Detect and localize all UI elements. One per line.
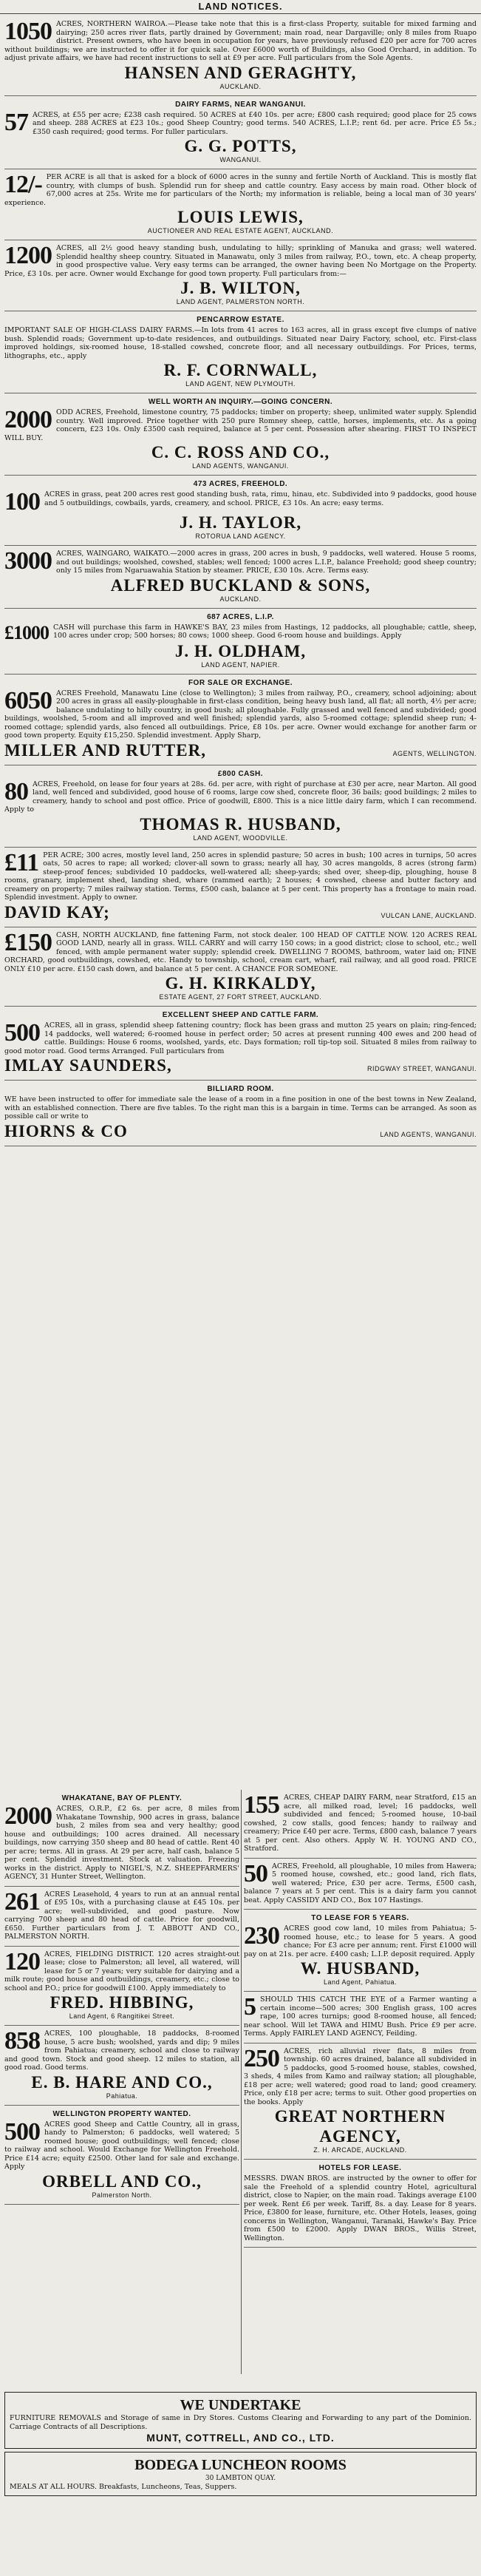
ad-body-text: ACRES, NORTHERN WAIROA.—Please take note that this is a first-class Property, suitable for mixed farming and dairying; 250 acres river flats, partly drained by Government; main road, near Dargaville; only 8 miles from Ruapo district. Present owners, who have been in occupation for years, have previously refused £20 per acre for 700 acres without buildings; we are instructed to offer it for quick sale. Over £6000 worth of Buildings, also Good Orchard, in addition. To adjust private affairs, we have had recent instructions to sell at £9 per acre. Full particulars from the Sole Agents. xyxy=(4,20,477,62)
advertisement xyxy=(4,476,477,546)
ad-body-text: ACRES, Freehold, on lease for four years at 28s. 6d. per acre, with right of purchase at £30 per acre, near Marton. All good land, well fenced and subdivided, good house of 6 rooms, large cow shed, concrete floor, 36 bails; good buildings; 2 miles to creamery, handy to school and post office. Price of goodwill, £800. This is a nice little dairy farm, which I can recommend. Apply to xyxy=(4,780,477,814)
ad-lead-figure: 100 xyxy=(4,488,40,515)
ad-body-text: CASH, NORTH AUCKLAND, fine fattening Farm, not stock dealer. 100 HEAD OF CATTLE NOW. 120 ACRES REAL GOOD LAND, nearly all in grass. WILL CARRY and will carry 150 cows; in a good district; close to school, etc.; well fenced, with ample permanent water supply; splendid creek. DWELLING 7 ROOMS, bathroom, water laid on; FINE ORCHARD, good outbuildings, cowshed, etc. Handy to township, school, cream cart, wharf, rail railway, and all good road. PRICE ONLY £10 per acre. £150 cash down, and balance at 5 per cent. A CHANCE FOR SOMEONE. xyxy=(4,930,477,973)
advertiser-name: HIORNS & CO xyxy=(4,1121,128,1140)
advertisement xyxy=(244,1859,477,1910)
ad-body-text: ACRES, Freehold, all ploughable, 10 miles from Hawera; 5 roomed house, cowshed, etc.; good land, rich flats, well watered; Price, £30 per acre. Terms, £500 cash, balance 7 years at 5 per cent. This is a dairy farm you cannot beat. Apply CASSIDY AND CO., Box 107 Hastings. xyxy=(244,1862,477,1904)
advertisement xyxy=(4,240,477,311)
ad-body-text: ACRES, CHEAP DAIRY FARM, near Stratford, £15 an acre, all milked road, level; 16 paddocks, well subdivided and fenced; 5-roomed house, 10-bail cowshed, 2 cow stalls, good fences; handy to railway and creamery; Price £40 per acre. Terms, £800 cash, balance 7 years at 5 per cent. Also others. Apply W. H. YOUNG AND CO., Stratford. xyxy=(244,1794,477,1853)
advertiser-name: ALFRED BUCKLAND & SONS, xyxy=(110,575,371,595)
ad-lead-figure: 261 xyxy=(4,1887,40,1916)
ad-lead-figure: 5 xyxy=(244,1993,256,2021)
advertiser-address: RIDGWAY STREET, WANGANUI. xyxy=(366,1065,477,1072)
ad-heading: BILLIARD ROOM. xyxy=(207,1085,274,1093)
advertiser-name: HANSEN AND GERAGHTY, xyxy=(124,63,357,82)
ad-heading: WHAKATANE, BAY OF PLENTY. xyxy=(61,1794,182,1802)
advertiser-address: LAND AGENT, WOODVILLE. xyxy=(193,834,288,842)
advertiser-name: J. H. TAYLOR, xyxy=(179,513,302,532)
advertiser-address: AUCTIONEER AND REAL ESTATE AGENT, AUCKLAND. xyxy=(147,227,334,234)
ad-lead-figure: £1000 xyxy=(4,621,49,643)
advertiser-address: Palmerston North. xyxy=(92,2191,152,2199)
ad-body-text: ACRES, all 2½ good heavy standing bush, undulating to hilly; sprinkling of Manuka and grass; well watered. Splendid healthy sheep country. Situated in Manawatu, only 3 miles from railway, P.O., town, etc. A cheap property, in good prospective value. Very easy terms can be arranged, the owner having been No Mortgage on the Property. Price, £3 10s. per acre. Owner would Exchange for good town property. Full particulars from:— xyxy=(4,244,477,278)
ad-lead-figure: 858 xyxy=(4,2027,40,2055)
ad-body-text: ACRES, all in grass, splendid sheep fattening country; flock has been grass and mutton 25 years on plain; ring-fenced; 14 paddocks, well watered; 6-roomed house in perfect order; 50 acres at present running 400 ewes and 200 head of cattle. Buildings: House 6 rooms, woolshed, yards, etc. Days formation; roll tip-top soil. Situated 8 miles from railway to good motor road. Good terms Arranged. Full particulars from xyxy=(4,1021,477,1055)
ad-lead-figure: 6050 xyxy=(4,686,52,714)
advertisement xyxy=(4,848,477,927)
advertisement xyxy=(4,1081,477,1146)
advertisement xyxy=(4,311,477,393)
advertiser-name: GREAT NORTHERN AGENCY, xyxy=(274,2107,446,2146)
ad-heading: HOTELS FOR LEASE. xyxy=(318,2164,402,2172)
advertisement xyxy=(4,2026,239,2106)
ad-lead-figure: 3000 xyxy=(4,547,52,575)
ad-lead-figure: 80 xyxy=(4,777,28,805)
advertiser-address: VULCAN LANE, AUCKLAND. xyxy=(381,911,477,919)
ad-heading: PENCARROW ESTATE. xyxy=(197,316,284,324)
ad-body-text: FURNITURE REMOVALS and Storage of same in Dry Stores. Customs Clearing and Forwarding to any part of the Dominion. Carriage Contracts of all Descriptions. xyxy=(10,2414,471,2431)
ad-headline: WE UNDERTAKE xyxy=(180,2397,301,2413)
advertisement xyxy=(4,2452,477,2496)
advertiser-address: AUCKLAND. xyxy=(219,595,262,603)
advertiser-name: J. B. WILTON, xyxy=(180,279,301,297)
advertiser-name: R. F. CORNWALL, xyxy=(163,361,318,379)
ad-heading: 687 ACRES, L.I.P. xyxy=(207,612,274,621)
ad-body-text: ACRES, FIELDING DISTRICT. 120 acres straight-out lease; close to Palmerston; all level, all watered, will lease for 5 or 7 years; very suitable for dairying and a milk route; good house and outbuildings, creamery, etc.; close to school and P.O.; price for goodwill £100. Apply immediately to xyxy=(4,1950,239,1992)
advertiser-address: ROTORUA LAND AGENCY. xyxy=(195,533,286,540)
ad-body-text: ACRES, WAINGARO, WAIKATO.—2000 acres in grass, 200 acres in bush, 9 paddocks, well watered. House 5 rooms, and out buildings; woolshed, cowshed, stables; well fenced; 1000 acres L.I.P., balance Freehold; good sheep country; only 15 miles from Ngaruawahia Station by steamer. PRICE, £30 10s. Acre. Terms easy. xyxy=(56,550,477,575)
ad-heading: TO LEASE FOR 5 YEARS. xyxy=(311,1914,409,1922)
ad-body-text: ACRES good Sheep and Cattle Country, all in grass, handy to Palmerston; 6 paddocks, well watered; 5 roomed house; good outbuildings; well fenced; close to railway and school. Would Exchange for Wellington Freehold. Price £14 acre; equity £2500. Other land for sale and exchange. Apply xyxy=(4,2120,239,2171)
advertiser-name: THOMAS R. HUSBAND, xyxy=(140,814,341,834)
advertisement xyxy=(4,16,477,96)
advertiser-name: G. H. KIRKALDY, xyxy=(165,974,316,993)
advertiser-address: WANGANUI. xyxy=(219,156,262,163)
advertiser-address: ESTATE AGENT, 27 FORT STREET, AUCKLAND. xyxy=(159,993,322,1001)
advertisement xyxy=(4,675,477,765)
advertisement xyxy=(244,1790,477,1859)
ad-heading: FOR SALE OR EXCHANGE. xyxy=(188,678,293,687)
advertiser-address: LAND AGENTS, WANGANUI. xyxy=(192,462,289,470)
ad-body-text: ACRES, at £55 per acre; £238 cash required. 50 ACRES at £40 10s. per acre; £800 cash required; good place for 25 cows and sheep. 288 ACRES at £23 10s.; good Sheep Country; good terms. 540 ACRES, L.I.P.; rent 6d. per acre. Price £5 5s.; £350 cash required; good terms. For fuller particulars. xyxy=(33,110,477,136)
advertiser-address: Pahiatua. xyxy=(106,2092,138,2100)
advertiser-address: LAND AGENT, NAPIER. xyxy=(201,660,280,669)
ad-lead-figure: 57 xyxy=(4,108,28,136)
ad-lead-figure: 230 xyxy=(244,1922,279,1950)
advertiser-name: FRED. HIBBING, xyxy=(50,1993,194,2012)
advertiser-name: LOUIS LEWIS, xyxy=(177,208,304,226)
advertiser-address: AUCKLAND. xyxy=(219,82,262,90)
ad-heading: £800 CASH. xyxy=(217,769,264,778)
ad-body-text: WE have been instructed to offer for immediate sale the lease of a room in a fine position in one of the best towns in New Zealand, with an established connection. There are five tables. To the right man this is a bargain in time. Terms can be arranged. As soon as possible call or write to xyxy=(4,1095,477,1120)
ad-lead-figure: 12/- xyxy=(4,171,42,198)
ad-lead-figure: £11 xyxy=(4,848,39,876)
advertiser-row xyxy=(4,1121,477,1141)
advertisement xyxy=(4,765,477,848)
advertiser-name: IMLAY SAUNDERS, xyxy=(4,1056,172,1075)
advertiser-address: Land Agent, Pahiatua. xyxy=(323,1978,398,1986)
advertisement xyxy=(244,2043,477,2160)
advertiser-address: AGENTS, WELLINGTON. xyxy=(392,749,477,757)
advertiser-name: W. HUSBAND, xyxy=(300,1959,420,1978)
advertiser-address: LAND AGENTS, WANGANUI. xyxy=(380,1130,477,1138)
advertisement xyxy=(4,2392,477,2449)
advertiser-address: MUNT, COTTRELL, AND CO., LTD. xyxy=(146,2432,335,2444)
column-divider xyxy=(241,1790,242,2374)
advertisement xyxy=(4,96,477,170)
advertisement xyxy=(4,2106,239,2205)
ad-heading: DAIRY FARMS, NEAR WANGANUI. xyxy=(175,100,306,109)
ad-lead-figure: 500 xyxy=(4,1019,40,1047)
advertisement xyxy=(4,1887,239,1947)
ad-body-text: ACRES good cow land, 10 miles from Pahiatua; 5-roomed house, etc.; to lease for 5 years. A good chance; For £3 acre per annum; rent. First £1000 will pay on at 21s. per acre. £400 cash; L.I.P. deposit required. Apply xyxy=(244,1924,477,1958)
ad-lead-figure: 1200 xyxy=(4,242,52,269)
advertisement xyxy=(4,1007,477,1081)
advertisement xyxy=(4,1947,239,2026)
advertiser-row xyxy=(4,902,477,922)
ad-body-text: ACRES Leasehold, 4 years to run at an annual rental of £95 10s, with a purchasing clause at £45 10s. per acre; well-subdivided, and good pasture. Now carrying 700 sheep and 80 head of cattle. Price for goodwill, £650. Further particulars from J. T. ABBOTT AND CO., PALMERSTON NORTH. xyxy=(4,1890,239,1941)
ad-body-text: PER ACRE is all that is asked for a block of 6000 acres in the sunny and fertile North of Auckland. This is mostly flat country, with clumps of bush. Splendid run for sheep and cattle country. Easy access by main road. Other block of 67,000 acres at 25s. Write me for particulars of the North; my information is reliable, being a local man of 30 years' experience. xyxy=(4,173,477,207)
advertiser-address: LAND AGENT, NEW PLYMOUTH. xyxy=(185,380,296,388)
ad-body-text: PER ACRE; 300 acres, mostly level land, 250 acres in splendid pasture; 50 acres in bush; 100 acres in turnips, 50 acres oats, 50 acres to rape; all worked; clover-all sown to grass; nearly all hay, 30 acres mangolds, 8 acres (strong farm) steep-proof fences; subdivided 10 paddocks, well-watered all; sheep-yards; shed over, sheep-dip, ploughing, house 8 rooms, granary, implement shed, landing shed, whare (rammed earth); 2 houses; 4 cowshed, cheese and butter factory and creamery on property; 7 miles railway station. Terms, £500 cash, balance at 5 per cent. This property has a frontage to main road. Splendid investment. Apply to owner. xyxy=(4,851,477,902)
ad-body-text: CASH will purchase this farm in HAWKE'S BAY, 23 miles from Hastings, 12 paddocks, all ploughable; cattle, sheep, 100 acres under crop; 500 horses; 80 cows; 1000 sheep. Good 6-room house and buildings. Apply xyxy=(53,623,477,640)
ad-body-text: ACRES Freehold, Manawatu Line (close to Wellington); 3 miles from railway, P.O., creamery, school adjoining; about 200 acres in grass all easily-ploughable in first-class condition, being heavy bush land, all flat; all north, 4½ per acre; balance undulating to hilly country, in good bush; all ploughable. Fully grassed and well fenced and subdivided; good buildings, woolshed, 5-room and all improved and well finished; splendid yards, also 5-roomed cottage; splendid sheep run; 4-roomed cottage; splendid yards, also fenced all outbuildings. Price, £8 10s. per acre. Owner would exchange for another farm or good town property. Equity £15,250. Splendid investment. Apply Sharp, xyxy=(4,689,477,740)
advertisement xyxy=(4,546,477,609)
ad-lead-figure: 500 xyxy=(4,2117,40,2146)
ad-lead-figure: 50 xyxy=(244,1859,267,1887)
ad-body-text: ODD ACRES, Freehold, limestone country, 75 paddocks; timber on property; sheep, unlimited water supply. Splendid country. Well improved. Price together with 250 pure Romney sheep, cattle, horses, implements, etc. As a going concern, £23 10s. Only £3500 cash required, balance at 5 per cent. Possession after shearing. FIRST TO INSPECT WILL BUY. xyxy=(4,408,477,442)
advertiser-name: ORBELL AND CO., xyxy=(42,2171,202,2191)
advertiser-name: J. H. OLDHAM, xyxy=(174,641,307,660)
advertiser-name: DAVID KAY; xyxy=(4,902,110,922)
main-column xyxy=(4,16,477,1146)
ad-heading: EXCELLENT SHEEP AND CATTLE FARM. xyxy=(162,1011,319,1019)
ad-lead-figure: 1050 xyxy=(4,18,52,45)
right-column xyxy=(244,1790,477,2248)
advertisement xyxy=(4,609,477,675)
ad-lead-figure: 120 xyxy=(4,1947,40,1975)
ad-heading: WELLINGTON PROPERTY WANTED. xyxy=(52,2109,191,2118)
advertisement xyxy=(244,2160,477,2248)
advertiser-name: MILLER AND RUTTER, xyxy=(4,740,206,760)
ad-lead-figure: 250 xyxy=(244,2044,279,2072)
advertiser-row xyxy=(4,1055,477,1075)
advertiser-name: E. B. HARE AND CO., xyxy=(31,2072,213,2092)
advertiser-row xyxy=(4,740,477,760)
advertisement xyxy=(4,1790,239,1887)
ad-body-text: ACRES in grass, peat 200 acres rest good standing bush, rata, rimu, hinau, etc. Subdivided into 9 paddocks, good house and 5 outbuildings, cowbails, yards, creamery, and school. PRICE, £3 10s. An acre; easy terms. xyxy=(44,490,477,507)
advertisement xyxy=(244,1992,477,2043)
ad-body-text: ACRES, 100 ploughable, 18 paddocks, 8-roomed house, 5 acre bush; woolshed, yards and dip; 9 miles from Pahiatua; creamery, school and close to railway and good town. Stock and good sheep. 12 miles to station, all good road. Good terms. xyxy=(4,2029,239,2072)
advertiser-name: C. C. ROSS AND CO., xyxy=(151,443,330,462)
ad-body-text: MESSRS. DWAN BROS. are instructed by the owner to offer for sale the Freehold of a splendid country Hotel, agricultural district, close to Napier, on the main road. Takings average £100 per week. Rent £6 per week. Tariff, 8s. a day. Lease for 8 years. Price, £3800 for lease, furniture, etc. Other Hotels, leases, going concerns in Wellington, Wanganui, Taranaki, Hawke's Bay. Price from £500 to £2000. Apply DWAN BROS., Willis Street, Wellington. xyxy=(244,2174,477,2242)
bottom-section xyxy=(4,2389,477,2499)
advertisement xyxy=(4,169,477,240)
ad-body-text: ACRES, rich alluvial river flats, 8 miles from township. 60 acres drained, balance all subdivided in 5 paddocks, good 5-roomed house, stables, cowshed, 3 sheds, 4 miles from Kamo and railway station; all ploughable, £18 per acre; well watered; good road to land; good creamery. Price, only £18 per acre; terms to suit. Other good properties on the books. Apply xyxy=(244,2046,477,2106)
advertiser-address: Z. H. ARCADE, AUCKLAND. xyxy=(313,2146,407,2154)
ad-lead-figure: 2000 xyxy=(4,406,52,433)
advertisement xyxy=(4,393,477,476)
ad-heading: 473 ACRES, FREEHOLD. xyxy=(193,480,288,488)
advertiser-address: Land Agent, 6 Rangitikei Street. xyxy=(69,2012,175,2020)
ad-heading: WELL WORTH AN INQUIRY.—GOING CONCERN. xyxy=(148,398,333,406)
ad-lead-figure: 2000 xyxy=(4,1802,52,1830)
advertisement xyxy=(244,1910,477,1992)
ad-body-text: MEALS AT ALL HOURS. Breakfasts, Luncheons, Teas, Suppers. xyxy=(10,2483,237,2491)
ad-address: 30 LAMBTON QUAY. xyxy=(205,2475,276,2482)
ad-lead-figure: £150 xyxy=(4,928,52,956)
ad-body-text: SHOULD THIS CATCH THE EYE of a Farmer wanting a certain income—500 acres; 300 English grass, 100 acres rape, 100 acres turnips; good 8-roomed house, all fenced; near school. Will let TAWA and HIMU Bush. Price £9 per acre. Terms. Apply FAIRLEY LAND AGENCY, Feilding. xyxy=(244,1995,477,2038)
advertisement xyxy=(4,927,477,1007)
ad-body-text: ACRES, O.R.P., £2 6s. per acre, 8 miles from Whakatane Township, 900 acres in grass, balance bush, 2 miles from sea and very healthy; good house and outbuildings; 100 acres drained. All necessary buildings, now carrying 350 sheep and 80 head of cattle. Rent 40 per acre; terms. All in grass. At 29 per acre, half cash, balance 5 per cent. Splendid investment. Stock at valuation. Freezing works in the district. Apply to NIGEL'S, N.Z. SHEEPFARMERS' AGENCY, 31 Hunter Street, Wellington. xyxy=(4,1805,239,1881)
section-title: LAND NOTICES. xyxy=(0,0,481,14)
ad-headline: BODEGA LUNCHEON ROOMS xyxy=(134,2457,347,2473)
advertiser-name: G. G. POTTS, xyxy=(184,137,297,155)
advertiser-address: LAND AGENT, PALMERSTON NORTH. xyxy=(176,298,305,305)
ad-lead-figure: 155 xyxy=(244,1791,279,1819)
ad-body-text: IMPORTANT SALE OF HIGH-CLASS DAIRY FARMS.—In lots from 41 acres to 163 acres, all in grass except five clumps of native bush. Splendid roads; Government up-to-date residences, and outbuildings. Situated near Dairy Factory, school, etc. First-class improved holdings, six-roomed house, 18-stalled cowshed, concrete floor, and all necessary outbuildings. For Prices, terms, lithographs, etc., apply xyxy=(4,326,477,360)
left-column xyxy=(4,1790,239,2205)
